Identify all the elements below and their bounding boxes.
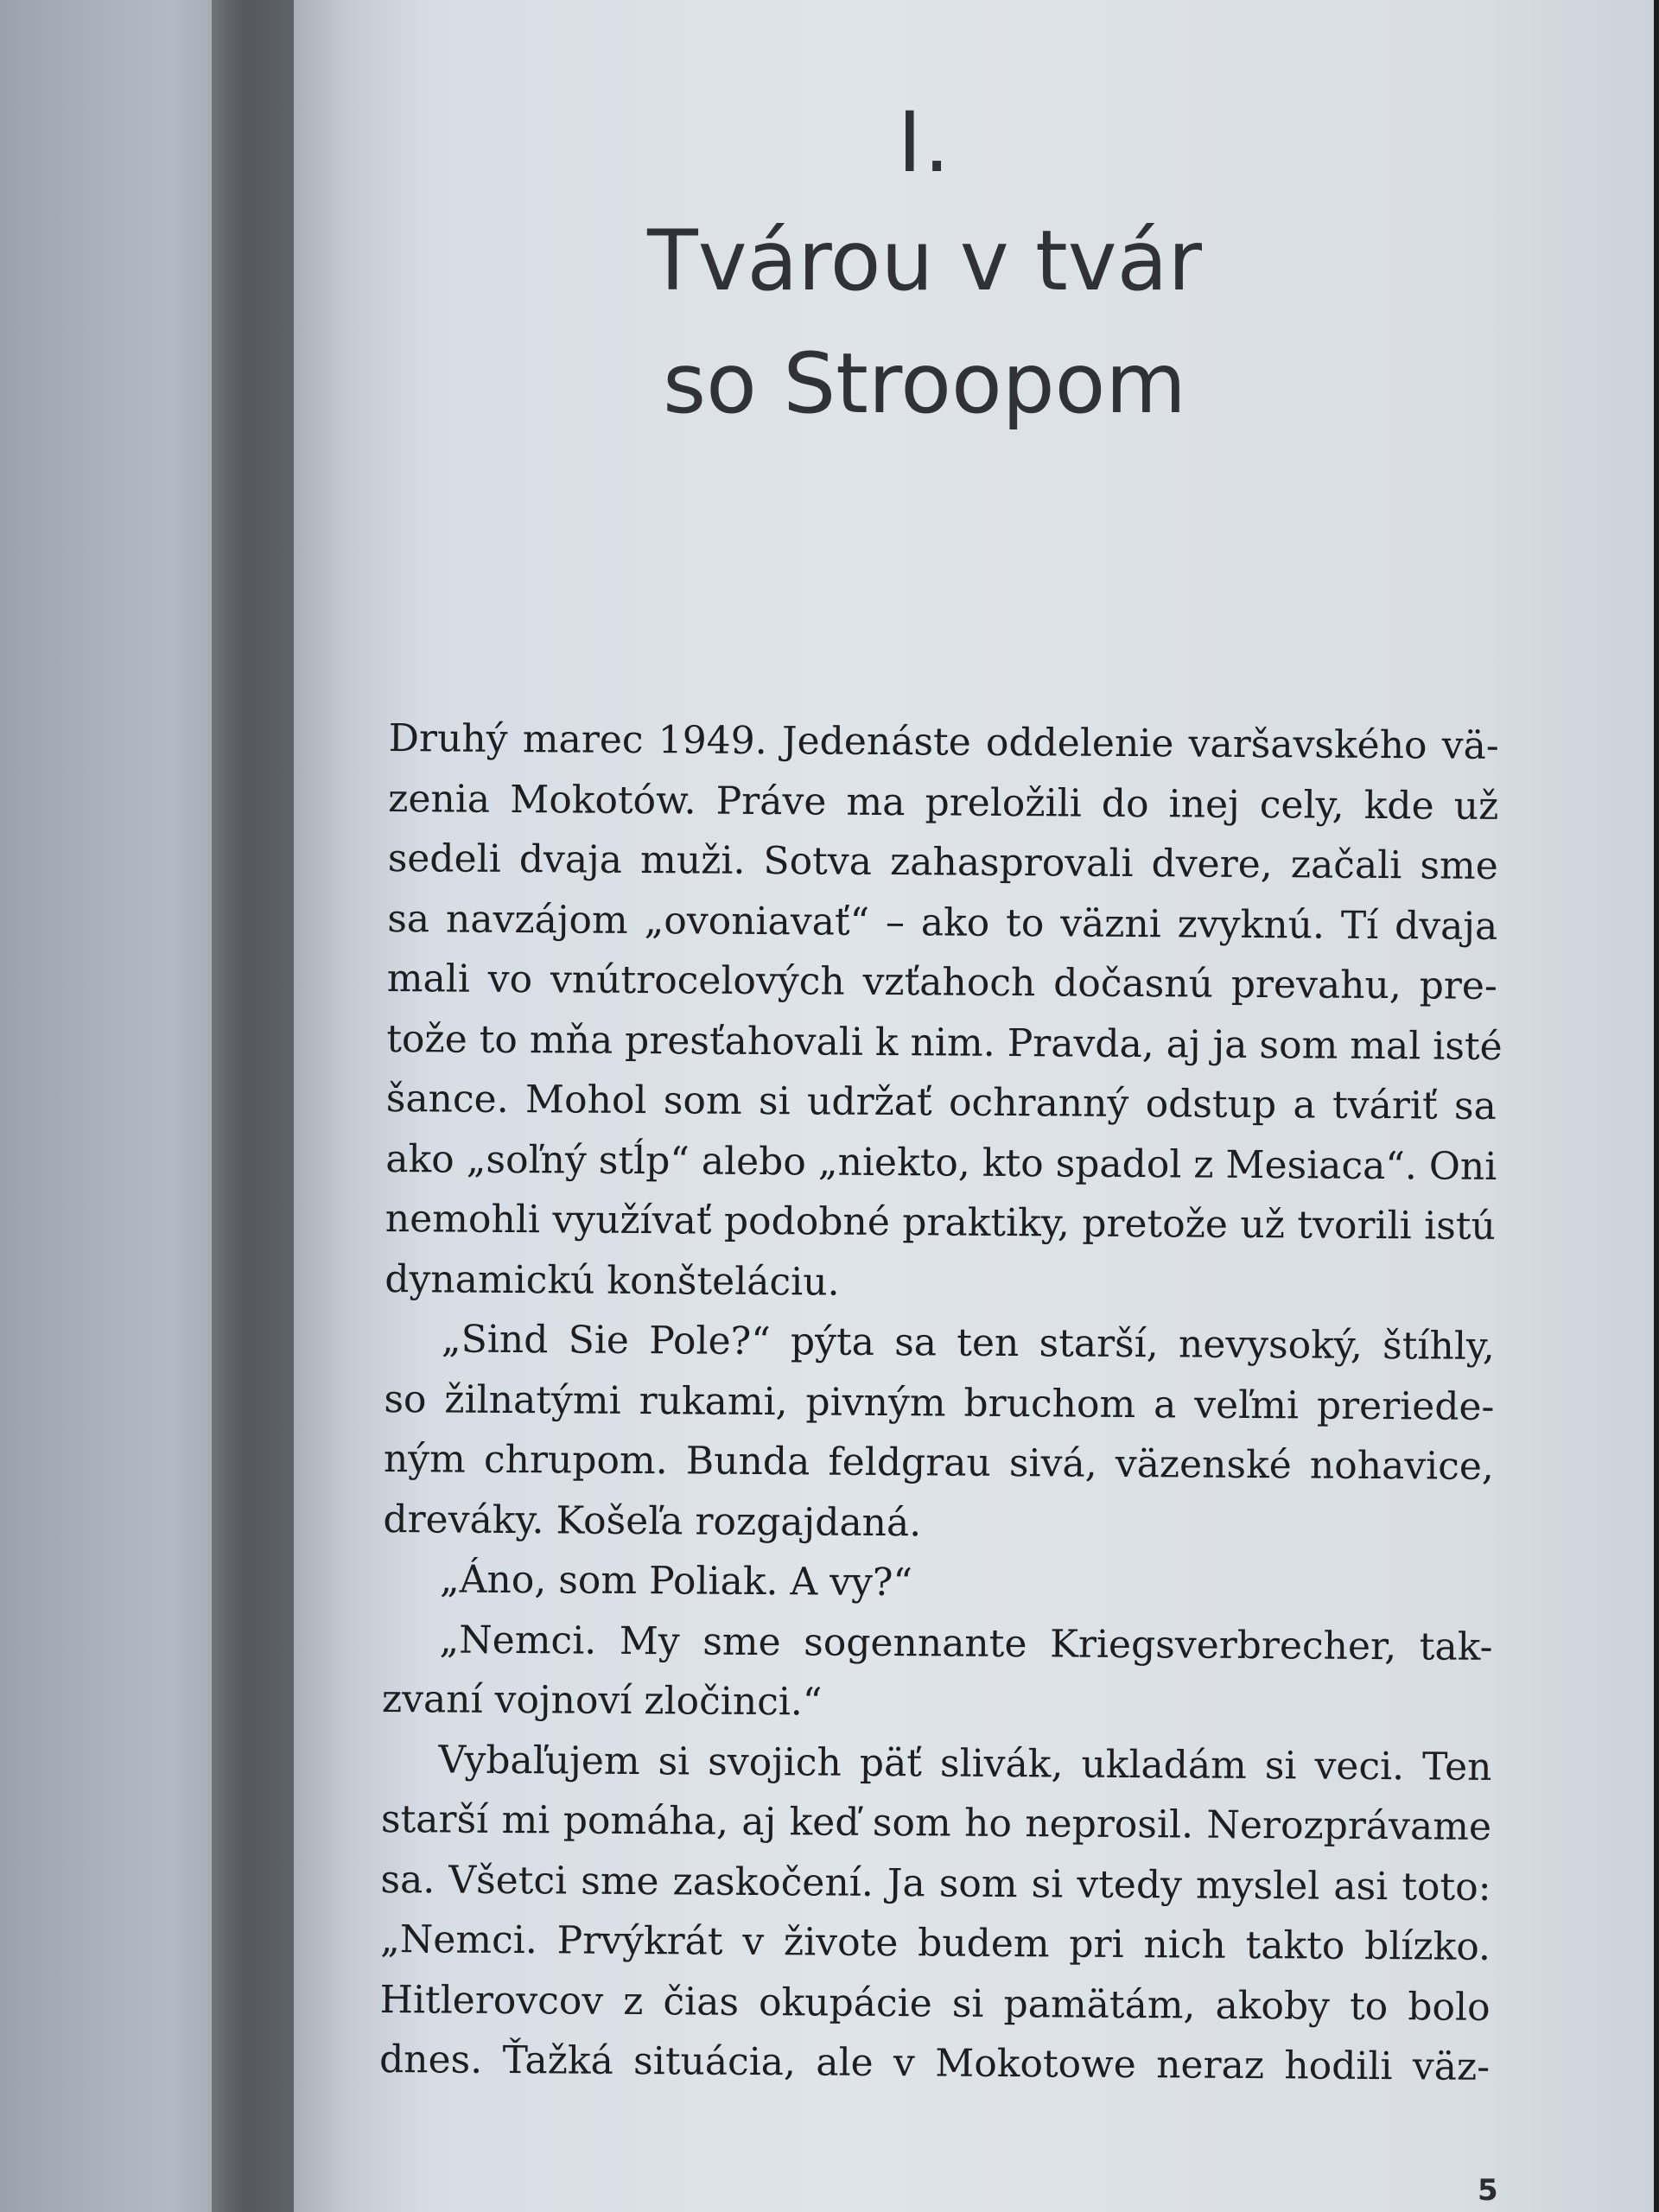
text-line: ným chrupom. Bunda feldgrau sivá, väzenské nohavice, (383, 1436, 1495, 1489)
text-line: „Áno, som Poliak. A vy?“ (439, 1557, 913, 1605)
page-number: 5 (1478, 2173, 1498, 2208)
text-line: dnes. Ťažká situácia, ale v Mokotowe neraz hodili väz- (378, 2037, 1491, 2089)
chapter-title-line-2: so Stroopom (663, 335, 1186, 432)
text-line: sa. Všetci sme zaskočení. Ja som si vtedy myslel asi toto: (380, 1857, 1491, 1910)
text-line: „Nemci. My sme sogennante Kriegsverbrecher, tak- (439, 1617, 1493, 1669)
chapter-number: I. (897, 94, 952, 191)
body-text (378, 709, 1503, 2097)
left-page (0, 0, 212, 2212)
text-line: sedeli dvaja muži. Sotva zahasprovali dvere, začali sme (387, 836, 1498, 888)
text-line: dynamickú konšteláciu. (385, 1256, 840, 1305)
text-line: ako „soľný stĺp“ alebo „niekto, kto spadol z Mesiaca“. Oni (385, 1136, 1497, 1189)
text-line: so žilnatými rukami, pivným bruchom a veľmi preriede- (384, 1376, 1495, 1429)
text-line: šance. Mohol som si udržať ochranný odstup a tváriť sa (385, 1076, 1497, 1128)
text-line: nemohli využívať podobné praktiky, pretože už tvorili istú (385, 1196, 1497, 1249)
text-line: mali vo vnútrocelových vzťahoch dočasnú prevahu, pre- (386, 956, 1497, 1008)
chapter-title-line-1: Tvárou v tvár (647, 213, 1202, 309)
text-line: Hitlerovcov z čias okupácie si pamätám, akoby to bolo (379, 1977, 1491, 2030)
text-line: tože to mňa presťahovali k nim. Pravda, aj ja som mal isté (386, 1016, 1503, 1069)
chapter-heading (363, 86, 1486, 444)
text-line: „Sind Sie Pole?“ pýta sa ten starší, nevysoký, štíhly, (441, 1317, 1496, 1369)
text-line: „Nemci. Prvýkrát v živote budem pri nich takto blízko. (379, 1916, 1491, 1969)
text-line: zenia Mokotów. Práve ma preložili do inej cely, kde už (388, 776, 1499, 829)
text-line: dreváky. Košeľa rozgajdaná. (383, 1497, 922, 1545)
text-line: Druhý marec 1949. Jedenáste oddelenie varšavského vä- (388, 715, 1499, 768)
book-gutter (212, 0, 294, 2212)
page-edge-shadow (1654, 0, 1659, 2212)
text-line: Vybaľujem si svojich päť slivák, ukladám si veci. Ten (438, 1737, 1492, 1789)
text-line: sa navzájom „ovoniavať“ – ako to väzni zvyknú. Tí dvaja (387, 896, 1498, 949)
text-line: zvaní vojnoví zločinci.“ (381, 1676, 823, 1725)
text-line: starší mi pomáha, aj keď som ho neprosil. Nerozprávame (380, 1796, 1492, 1849)
